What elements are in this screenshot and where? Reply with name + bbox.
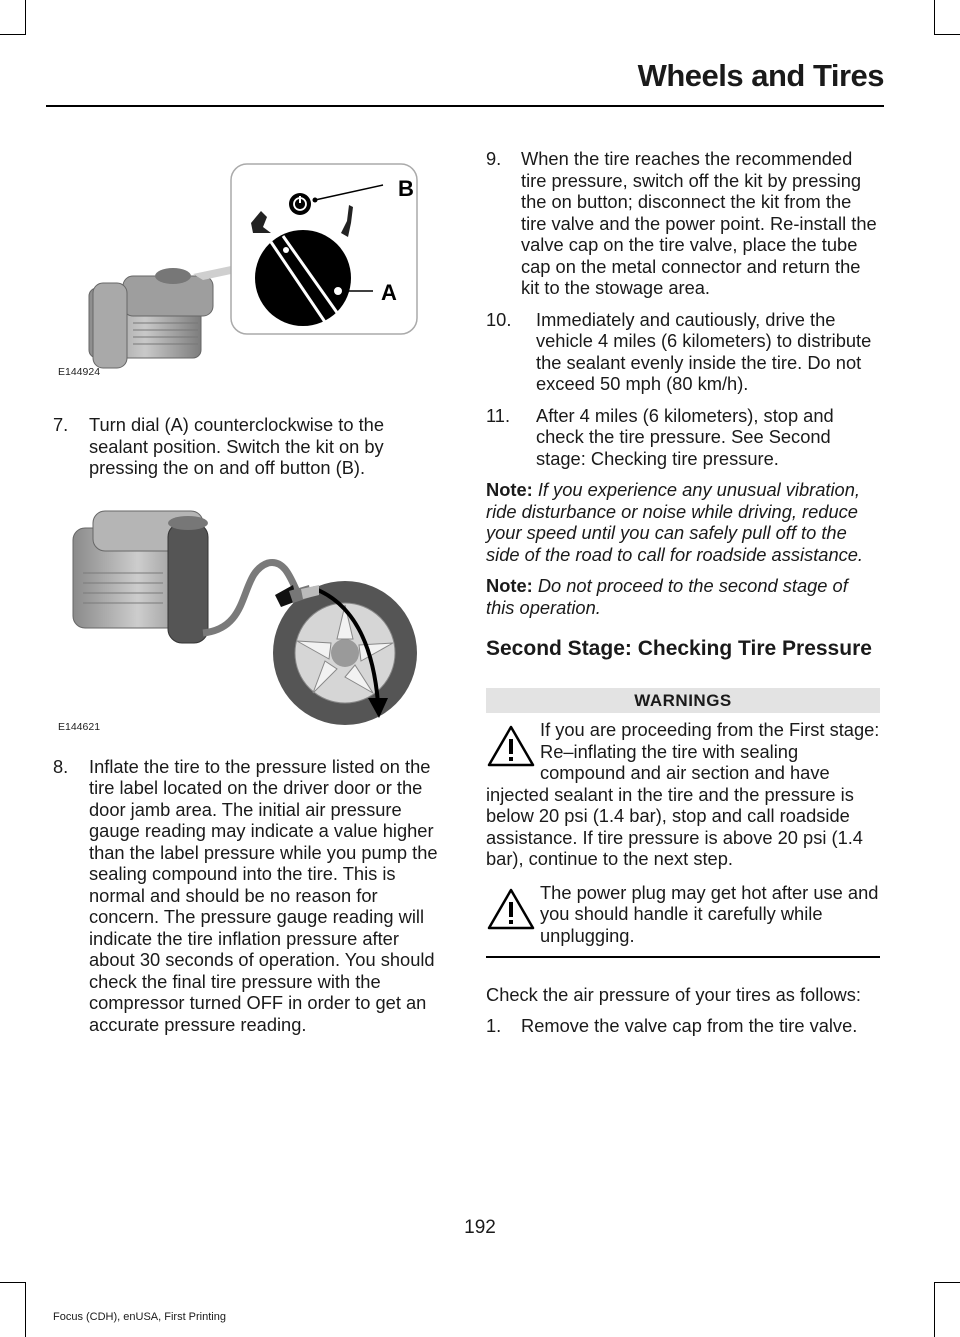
note-label: Note: [486, 575, 533, 596]
crop-mark [934, 1282, 935, 1337]
warning-text: If you are proceeding from the First stage: Re–inflating the tire with sealing compound and air section and have injected sealant in the tire and the pressure is below 20 psi (1.4 bar), stop and call roadside assistance. If tire pressure is above 20 psi (1.4 bar), continue to the next step. [486, 719, 880, 869]
right-column [486, 148, 880, 1047]
step-text: Turn dial (A) counterclockwise to the sealant position. Switch the kit on by pressing the on and off button (B). [89, 414, 384, 478]
step-1 [486, 1015, 880, 1037]
crop-mark [934, 1282, 960, 1283]
step-number: 10. [486, 308, 512, 330]
step-number: 1. [486, 1015, 502, 1036]
warning-triangle-icon [486, 887, 536, 931]
page-number: 192 [464, 1217, 496, 1238]
figure-id: E144924 [58, 366, 101, 378]
crop-mark [934, 0, 935, 35]
step-11 [486, 405, 880, 470]
step-number: 9. [486, 148, 502, 169]
note-text: Do not proceed to the second stage of this operation. [486, 575, 848, 618]
step-number: 7. [53, 414, 69, 435]
crop-mark [0, 34, 26, 35]
step-text: Remove the valve cap from the tire valve. [521, 1015, 858, 1036]
crop-mark [25, 1282, 26, 1337]
left-column [53, 138, 448, 1045]
inflate-figure [53, 493, 448, 735]
step-text: When the tire reaches the recommended tire pressure, switch off the kit by pressing the on button; disconnect the kit from the tire valve and the power point. Re-install the valve cap on the tire valve, place the tube cap on the metal connector and return the kit to the stowage area. [521, 148, 877, 298]
step-number: 11. [486, 404, 511, 426]
page-title: Wheels and Tires [637, 58, 884, 93]
step-7 [53, 414, 448, 479]
warnings-end-rule [486, 956, 880, 958]
crop-mark [0, 1282, 26, 1283]
step-9 [486, 148, 880, 299]
header-rule [46, 105, 884, 107]
note-label: Note: [486, 479, 533, 500]
warning-item [486, 882, 880, 947]
tire-inflation-illustration [53, 493, 448, 735]
crop-mark [934, 34, 960, 35]
step-10 [486, 309, 880, 395]
intro-text: Check the air pressure of your tires as follows: [486, 983, 861, 1005]
callout-a-label: A [381, 280, 397, 305]
step-text: Immediately and cautiously, drive the vehicle 4 miles (6 kilometers) to distribute the sealant evenly inside the tire. Do not exceed 50 mph (80 km/h). [536, 308, 872, 394]
section-heading: Second Stage: Checking Tire Pressure [486, 637, 872, 660]
warning-text: The power plug may get hot after use and you should handle it carefully while unplugging. [540, 881, 879, 946]
warning-triangle-icon [486, 724, 536, 768]
warning-item [486, 719, 880, 870]
note-second-stage [486, 575, 880, 618]
footer-text: Focus (CDH), enUSA, First Printing [53, 1311, 226, 1323]
note-vibration [486, 479, 880, 565]
step-number: 8. [53, 755, 69, 777]
warnings-header: WARNINGS [486, 688, 880, 713]
note-text: If you experience any unusual vibration, ride disturbance or noise while driving, reduce your speed until you can safely pull off to the side of the road to call for roadside assistance. [486, 479, 864, 565]
step-text: After 4 miles (6 kilometers), stop and check the tire pressure. See Second stage: Checking tire pressure. [536, 404, 834, 469]
crop-mark [25, 0, 26, 35]
dial-figure [53, 138, 448, 380]
step-8 [53, 756, 448, 1036]
compressor-dial-illustration [53, 138, 448, 380]
callout-b-label: B [398, 176, 414, 201]
figure-id: E144621 [58, 720, 101, 733]
step-text: Inflate the tire to the pressure listed on the tire label located on the driver door or the door jamb area. The initial air pressure gauge reading may indicate a value higher than the label pressure while you pump the sealing compound into the tire. This is normal and should be no reason for concern. The pressure gauge reading will indicate the tire inflation pressure after about 30 seconds of operation. You should check the final tire pressure with the compressor turned OFF in order to get an accurate pressure reading. [89, 755, 438, 1035]
